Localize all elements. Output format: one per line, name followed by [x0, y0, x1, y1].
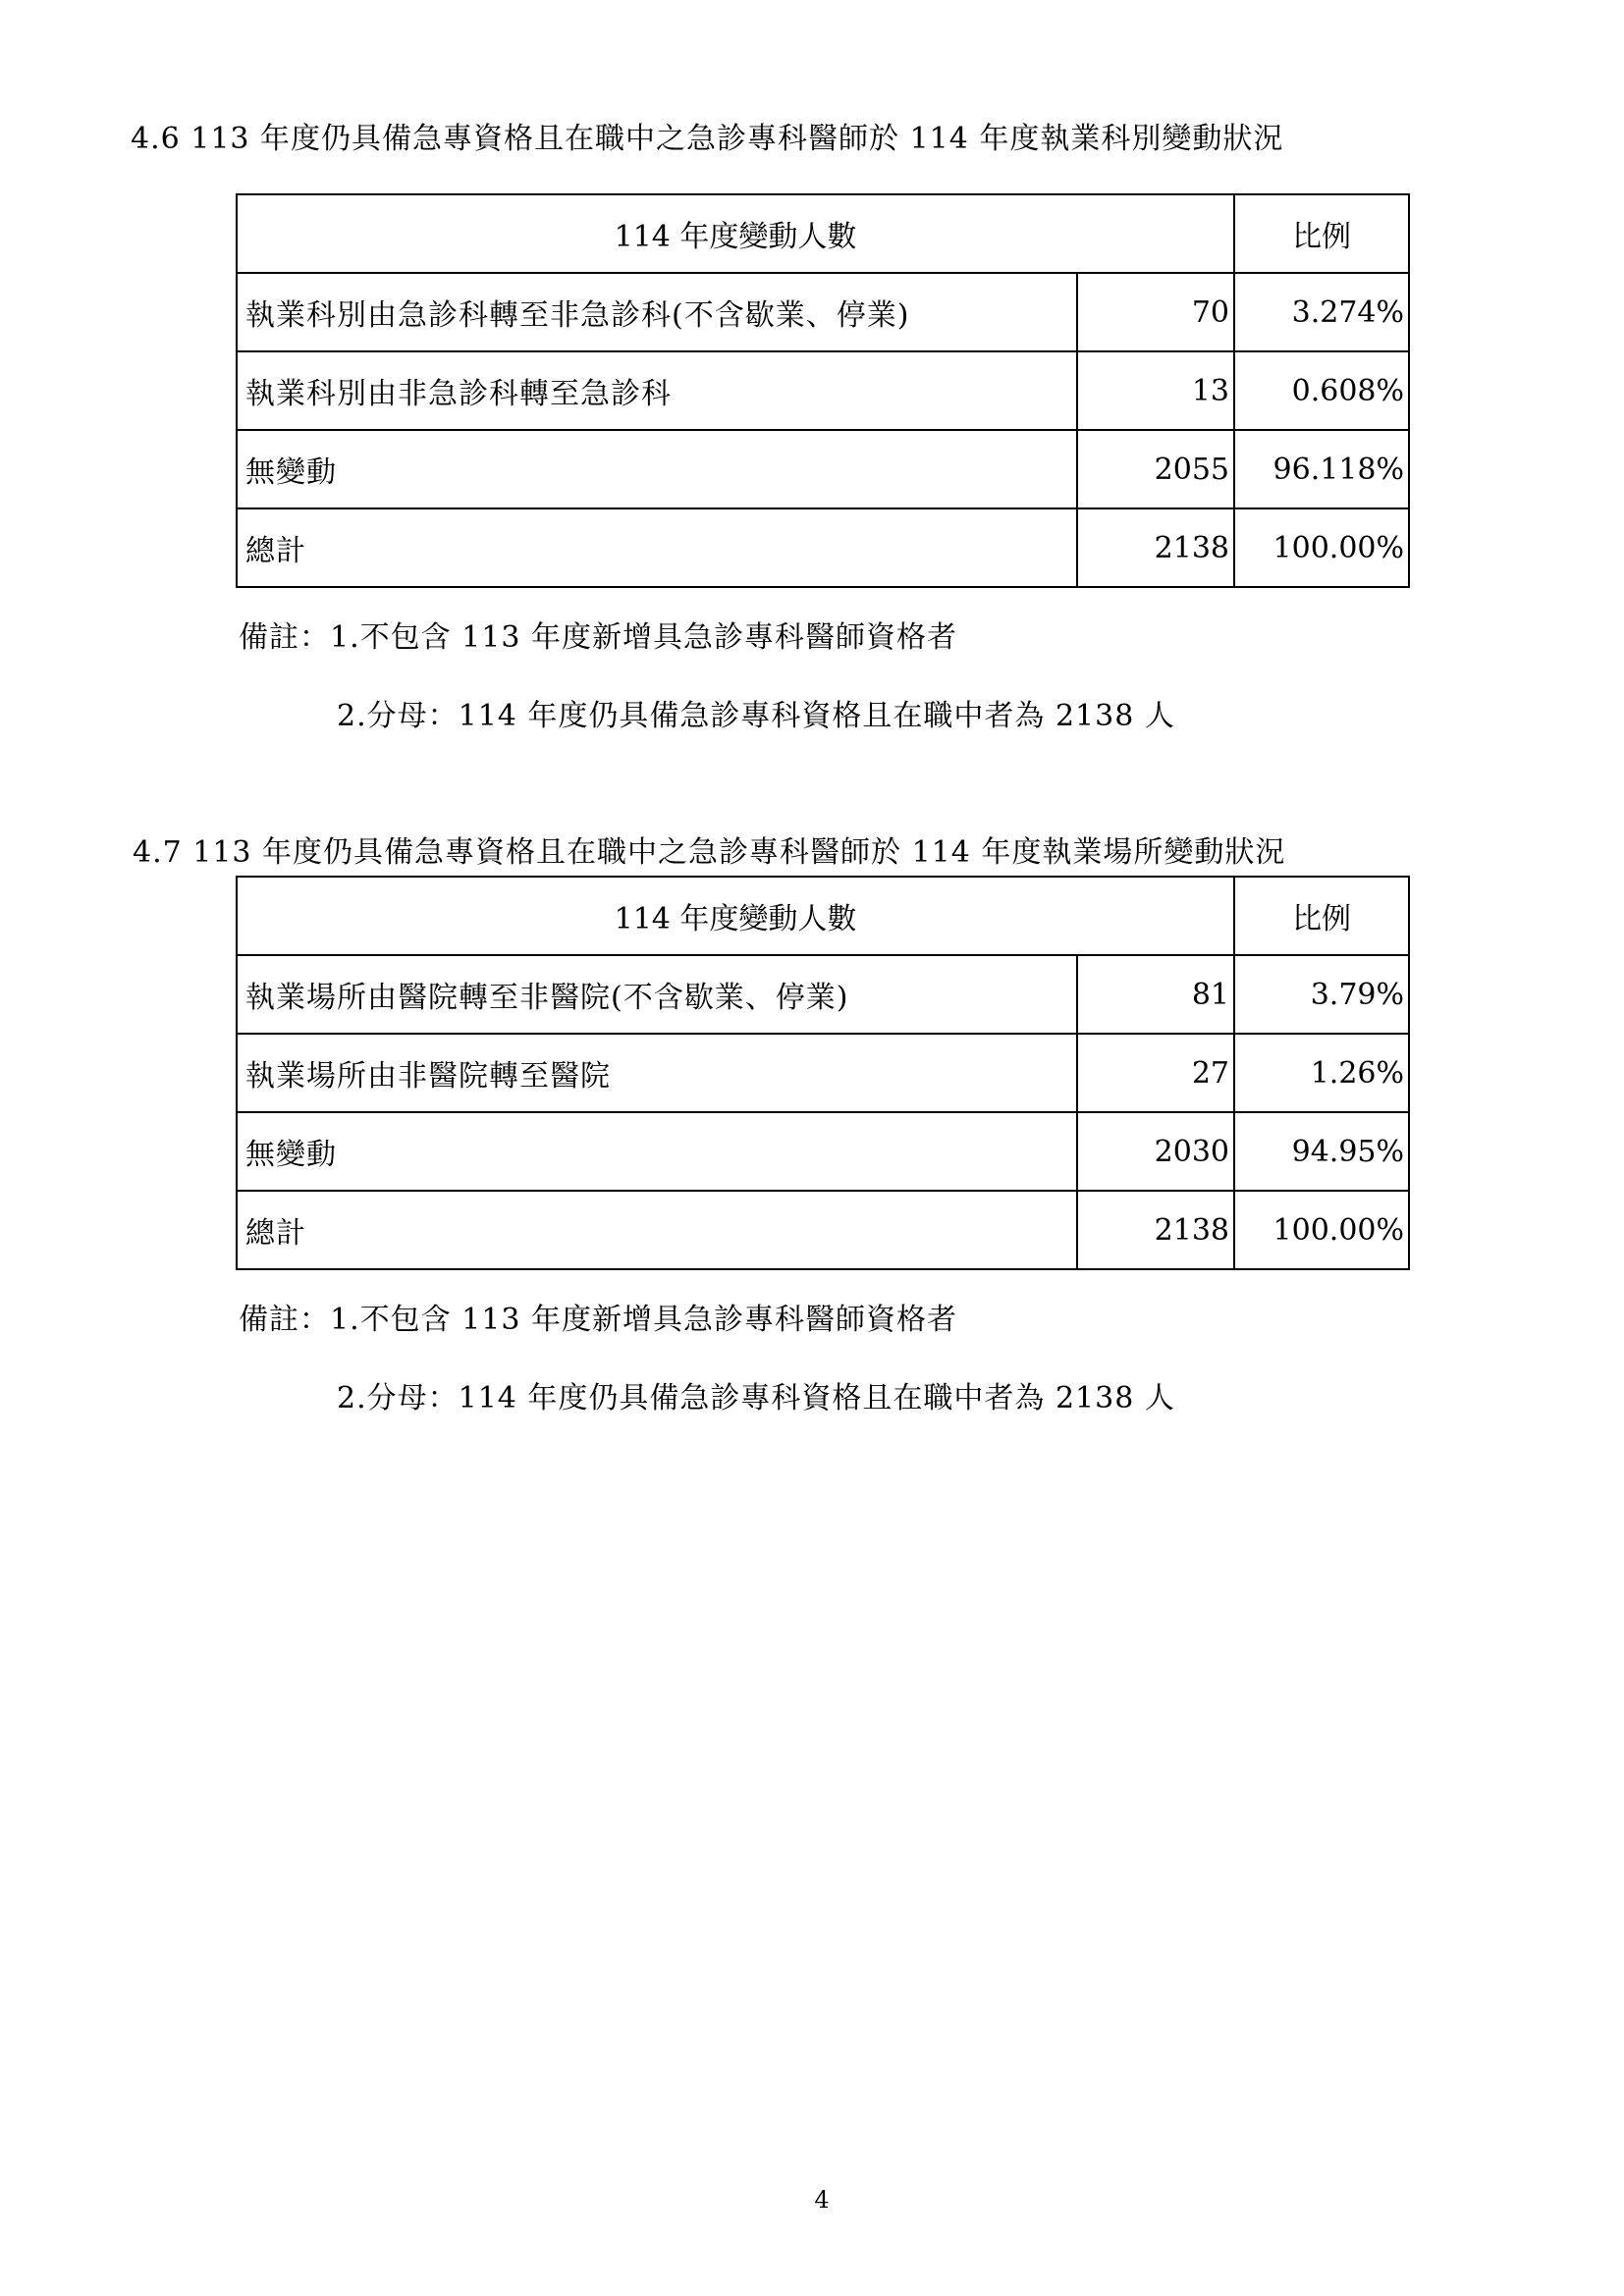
row-count: 81 — [1077, 955, 1234, 1034]
row-count: 2138 — [1077, 1191, 1234, 1269]
table-header-row — [237, 194, 1409, 273]
row-label: 執業場所由醫院轉至非醫院(不含歇業、停業) — [237, 955, 1077, 1034]
row-ratio: 3.79% — [1234, 955, 1409, 1034]
row-count: 2138 — [1077, 508, 1234, 587]
row-ratio: 1.26% — [1234, 1034, 1409, 1112]
row-count: 2055 — [1077, 430, 1234, 508]
row-label: 執業場所由非醫院轉至醫院 — [237, 1034, 1077, 1112]
header-change-count: 114 年度變動人數 — [237, 194, 1234, 273]
table-row — [237, 430, 1409, 508]
row-ratio: 100.00% — [1234, 1191, 1409, 1269]
table-row — [237, 351, 1409, 430]
row-ratio: 100.00% — [1234, 508, 1409, 587]
section-4-6-heading: 4.6 113 年度仍具備急專資格且在職中之急診專科醫師於 114 年度執業科別變動狀況 — [131, 122, 1284, 156]
row-label: 執業科別由急診科轉至非急診科(不含歇業、停業) — [237, 273, 1077, 351]
section-4-6-note-2: 2.分母：114 年度仍具備急診專科資格且在職中者為 2138 人 — [337, 699, 1175, 733]
row-ratio: 3.274% — [1234, 273, 1409, 351]
row-ratio: 0.608% — [1234, 351, 1409, 430]
table-total-row — [237, 1191, 1409, 1269]
row-count: 13 — [1077, 351, 1234, 430]
row-ratio: 94.95% — [1234, 1112, 1409, 1191]
row-label: 無變動 — [237, 1112, 1077, 1191]
row-ratio: 96.118% — [1234, 430, 1409, 508]
header-ratio: 比例 — [1234, 877, 1409, 955]
row-label: 無變動 — [237, 430, 1077, 508]
table-row — [237, 1034, 1409, 1112]
section-4-6-note-1: 備註：1.不包含 113 年度新增具急診專科醫師資格者 — [239, 620, 957, 655]
header-ratio: 比例 — [1234, 194, 1409, 273]
header-change-count: 114 年度變動人數 — [237, 877, 1234, 955]
section-4-7-note-1: 備註：1.不包含 113 年度新增具急診專科醫師資格者 — [239, 1303, 957, 1337]
table-header-row — [237, 877, 1409, 955]
practice-specialty-change-table — [236, 193, 1410, 588]
row-count: 2030 — [1077, 1112, 1234, 1191]
page-number: 4 — [814, 2186, 830, 2214]
row-label: 總計 — [237, 1191, 1077, 1269]
row-label: 執業科別由非急診科轉至急診科 — [237, 351, 1077, 430]
table-row — [237, 955, 1409, 1034]
row-count: 27 — [1077, 1034, 1234, 1112]
table-total-row — [237, 508, 1409, 587]
row-label: 總計 — [237, 508, 1077, 587]
section-4-7-note-2: 2.分母：114 年度仍具備急診專科資格且在職中者為 2138 人 — [337, 1381, 1175, 1415]
section-4-7-heading: 4.7 113 年度仍具備急專資格且在職中之急診專科醫師於 114 年度執業場所變動狀況 — [133, 835, 1286, 870]
table-row — [237, 273, 1409, 351]
table-row — [237, 1112, 1409, 1191]
practice-location-change-table — [236, 876, 1410, 1270]
row-count: 70 — [1077, 273, 1234, 351]
